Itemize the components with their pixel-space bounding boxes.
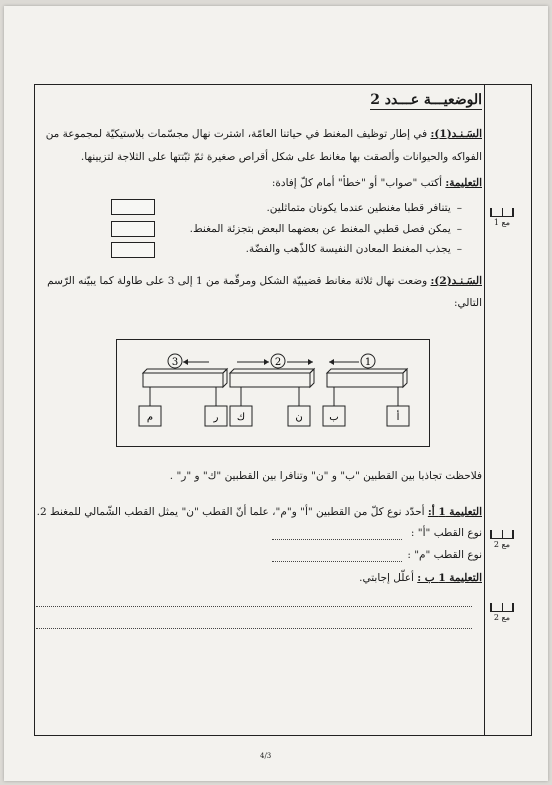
instruction-a-text: أكتب "صواب" أو "خطأ" أمام كلّ إفادة:	[271, 177, 443, 189]
sanad2-text1: وضعت نهال ثلاثة مغانط قضيبيّة الشكل ومرقّمة من 1 إلى 3 على طاولة كما يبيّنه الرّسم	[47, 275, 428, 287]
score-ticks	[490, 530, 514, 539]
instruction-1b-text: أعلّل إجابتي.	[359, 572, 414, 584]
instruction-1a-label: التعليمة 1 أ:	[427, 506, 482, 518]
statement-2: – يمكن فصل قطبي المغنط عن بعضهما البعض بتجزئة المغنط.	[190, 223, 462, 236]
sanad2-line1	[47, 275, 482, 288]
justification-line-2[interactable]	[36, 628, 472, 629]
answer-box-1[interactable]	[111, 199, 155, 215]
pole-a-type: نوع القطب "أ" :	[410, 527, 482, 539]
sanad2-line2: التالي:	[454, 297, 482, 309]
instruction-1b	[359, 572, 482, 585]
page-number: 4/3	[260, 752, 272, 760]
justification-line-1[interactable]	[36, 606, 472, 607]
answer-line-a[interactable]	[272, 539, 402, 540]
magnet-1-number: 1	[364, 357, 372, 368]
score-label: مع 1	[493, 218, 511, 227]
answer-line-m[interactable]	[272, 561, 402, 562]
pole-m: م	[146, 412, 154, 423]
statement-3: – يجذب المغنط المعادن النفيسة كالذّهب والفضّة.	[246, 243, 462, 256]
answer-box-3[interactable]	[111, 242, 155, 258]
score-ticks	[490, 603, 514, 612]
situation-title: الوضعيـــة عـــدد 2	[370, 92, 482, 108]
sanad1-line1	[30, 128, 482, 141]
pole-a: أ	[396, 412, 400, 423]
magnets-diagram	[117, 340, 429, 446]
magnet-2-number: 2	[274, 357, 282, 368]
score-ticks	[490, 208, 514, 217]
instruction-1b-label: التعليمة 1 ب :	[417, 572, 482, 584]
pole-k: ك	[236, 412, 246, 423]
instruction-1a	[37, 506, 482, 519]
sanad1-line2: الفواكه والحيوانات وألصقت بها مغانط على شكل أقراص صغيرة ثمّ ثبّتتها على الثلاجة لتزيينها.	[80, 151, 482, 163]
score-mark-2	[484, 530, 520, 549]
magnets-figure	[116, 339, 430, 447]
pole-b: ب	[329, 412, 339, 423]
score-mark-3	[484, 603, 520, 622]
instruction-a-label: التعليمة:	[445, 177, 482, 189]
score-label: مع 2	[493, 540, 511, 549]
instruction-a	[272, 177, 482, 190]
magnet-3-number: 3	[171, 357, 179, 368]
answer-box-2[interactable]	[111, 221, 155, 237]
sanad2-label: السَـنـد(2):	[430, 275, 482, 287]
margin-divider	[484, 84, 485, 735]
statement-1: – يتنافر قطبا مغنطين عندما يكونان متماثلين.	[266, 202, 462, 215]
pole-r: ر	[213, 412, 219, 423]
observation: فلاحظت تجاذبا بين القطبين "ب" و "ن" وتنافرا بين القطبين "ك" و "ر" .	[169, 470, 482, 482]
pole-n: ن	[295, 412, 303, 423]
score-mark-1	[484, 208, 520, 227]
sanad1-label: السَـنـد(1):	[430, 128, 482, 140]
score-label: مع 2	[493, 613, 511, 622]
pole-m-type: نوع القطب "م" :	[407, 549, 482, 561]
instruction-1a-text: أحدّد نوع كلّ من القطبين "أ" و"م"، علما أنّ القطب "ن" يمثل القطب الشّمالي للمغنط 2.	[36, 506, 425, 518]
sanad1-text1: في إطار توظيف المغنط في حياتنا العامّة، اشترت نهال مجسّمات بلاستيكيّة لمجموعة من	[45, 128, 428, 140]
